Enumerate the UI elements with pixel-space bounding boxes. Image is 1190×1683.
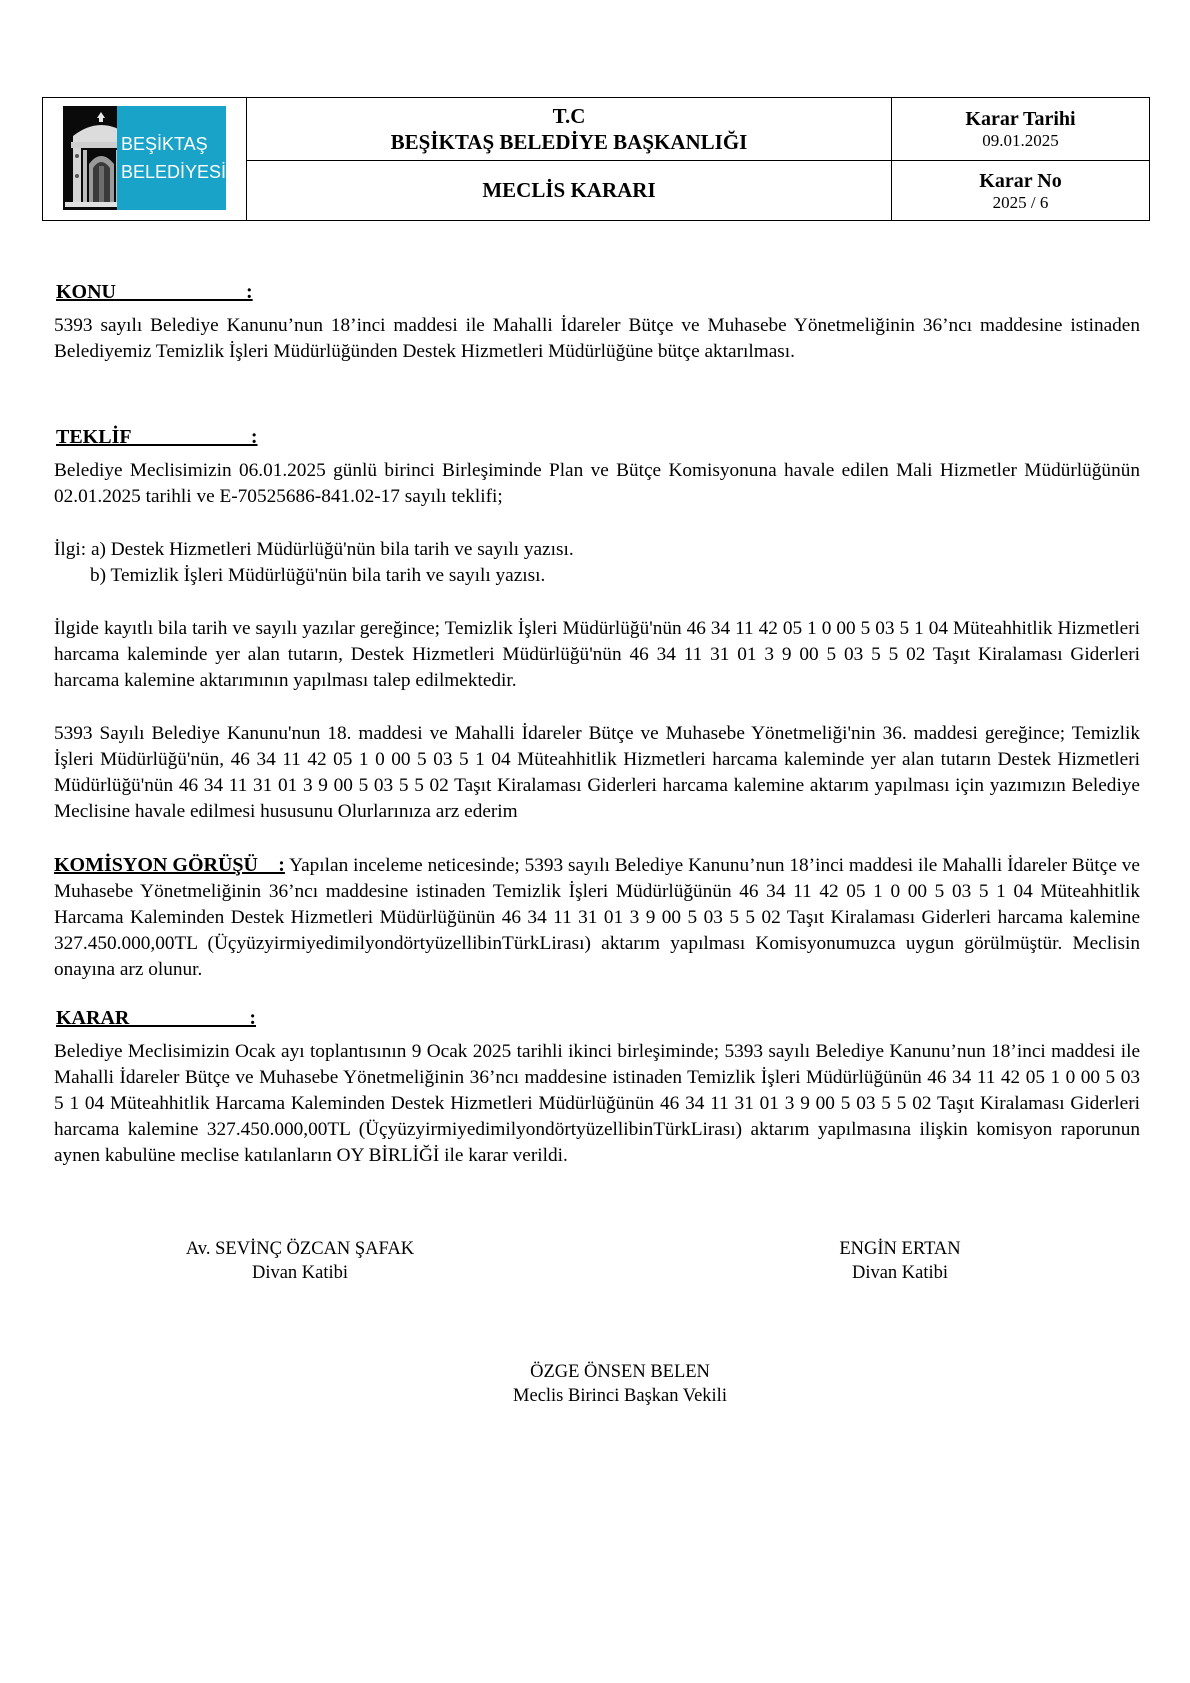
- karar-text: Belediye Meclisimizin Ocak ayı toplantısının 9 Ocak 2025 tarihli ikinci birleşiminde; 5393 sayılı Belediye Kanunu’nun 18’inci maddesi ile Mahalli İdareler Bütçe ve Muhasebe Yönetmeliğinin 36’ncı maddesine istinaden Temizlik İşleri Müdürlüğünün 46 34 11 42 05 1 0 00 5 03 5 1 04 Müteahhitlik Harcama Kaleminden Destek Hizmetleri Müdürlüğünün 46 34 11 31 01 3 9 00 5 03 5 5 02 Taşıt Kiralaması Giderleri harcama kalemine 327.450.000,00TL (ÜçyüzyirmiyedimilyondörtyüzellibinTürkLirası) aktarım yapılmasına ilişkin komisyon raporunun aynen kabulüne meclise katılanların OY BİRLİĞİ ile karar verildi.: [54, 1041, 1140, 1166]
- signature-center-name: ÖZGE ÖNSEN BELEN: [530, 1362, 710, 1382]
- teklif-heading: TEKLİF :: [56, 426, 258, 448]
- signature-left-title: Divan Katibi: [251, 1263, 349, 1283]
- teklif-paragraph-1: İlgide kayıtlı bila tarih ve sayılı yazılar gereğince; Temizlik İşleri Müdürlüğü'nün 46 34 11 42 05 1 0 00 5 03 5 1 04 Müteahhitlik Hizmetleri harcama kaleminde yer alan tutarın, Destek Hizmetleri Müdürlüğü'nün 46 34 11 31 01 3 9 00 5 03 5 5 02 Taşıt Kiralaması Giderleri harcama kalemine aktarımının yapılması talep edilmektedir.: [54, 618, 1140, 691]
- ilgi-b: b) Temizlik İşleri Müdürlüğü'nün bila tarih ve sayılı yazısı.: [90, 565, 546, 586]
- besiktas-logo: [63, 106, 226, 210]
- logo-text: [117, 106, 226, 210]
- signature-left: [150, 1237, 450, 1285]
- signature-center: [460, 1360, 780, 1408]
- signature-left-name: Av. SEVİNÇ ÖZCAN ŞAFAK: [185, 1239, 415, 1259]
- signature-center-title: Meclis Birinci Başkan Vekili: [513, 1386, 727, 1406]
- logo-line2: BELEDİYESİ: [120, 162, 226, 182]
- header-title-cell: [247, 98, 892, 220]
- signature-right-name: ENGİN ERTAN: [839, 1239, 961, 1259]
- teklif-intro: Belediye Meclisimizin 06.01.2025 günlü birinci Birleşiminde Plan ve Bütçe Komisyonuna havale edilen Mali Hizmetler Müdürlüğünün 02.01.2025 tarihli ve E-70525686-841.02-17 sayılı teklifi;: [54, 460, 1140, 507]
- ilgi-a: İlgi: a) Destek Hizmetleri Müdürlüğü'nün bila tarih ve sayılı yazısı.: [54, 539, 574, 560]
- komisyon-text: Yapılan inceleme neticesinde; 5393 sayılı Belediye Kanunu’nun 18’inci maddesi ile Mahalli İdareler Bütçe ve Muhasebe Yönetmeliğinin 36’ncı maddesine istinaden Temizlik İşleri Müdürlüğünün 46 34 11 42 05 1 0 00 5 03 5 1 04 Müteahhitlik Harcama Kaleminden Destek Hizmetleri Müdürlüğünün 46 34 11 31 01 3 9 00 5 03 5 5 02 Taşıt Kiralaması Giderleri harcama kalemine 327.450.000,00TL (ÜçyüzyirmiyedimilyondörtyüzellibinTürkLirası) aktarım yapılması Komisyonumuzca uygun görülmüştür. Meclisin onayına arz olunur.: [54, 855, 1140, 980]
- teklif-paragraph-2: 5393 Sayılı Belediye Kanunu'nun 18. maddesi ve Mahalli İdareler Bütçe ve Muhasebe Yönetmeliği'nin 36. maddesi gereğince; Temizlik İşleri Müdürlüğü'nün, 46 34 11 42 05 1 0 00 5 03 5 1 04 Müteahhitlik Hizmetleri harcama kaleminde yer alan tutarın Destek Hizmetleri Müdürlüğü'nün 46 34 11 31 01 3 9 00 5 03 5 5 02 Taşıt Kiralaması Giderleri harcama kalemine aktarım yapılması için yazımızın Belediye Meclisine havale edilmesi hususunu Olurlarınıza arz ederim: [54, 723, 1140, 822]
- decision-date-label: Karar Tarihi: [965, 108, 1076, 130]
- konu-text: 5393 sayılı Belediye Kanunu’nun 18’inci maddesi ile Mahalli İdareler Bütçe ve Muhasebe Yönetmeliğinin 36’ncı maddesine istinaden Belediyemiz Temizlik İşleri Müdürlüğünden Destek Hizmetleri Müdürlüğüne bütçe aktarılması.: [54, 315, 1140, 362]
- karar-heading: KARAR :: [56, 1007, 256, 1029]
- signature-right-title: Divan Katibi: [851, 1263, 949, 1283]
- document-type: MECLİS KARARI: [482, 178, 656, 202]
- signature-right: [760, 1237, 1040, 1285]
- logo-cell: [43, 98, 247, 220]
- document-header: [42, 97, 1150, 221]
- decision-no: 2025 / 6: [992, 192, 1049, 212]
- komisyon-section: [54, 852, 1140, 983]
- logo-line1: BEŞİKTAŞ: [120, 134, 208, 154]
- institution-name: BEŞİKTAŞ BELEDİYE BAŞKANLIĞI: [390, 130, 748, 154]
- tc-label: T.C: [552, 104, 586, 128]
- palace-gate-icon: [63, 106, 117, 210]
- decision-no-label: Karar No: [979, 169, 1062, 192]
- konu-heading: KONU :: [56, 281, 253, 303]
- komisyon-heading: KOMİSYON GÖRÜŞÜ :: [54, 854, 285, 876]
- decision-date: 09.01.2025: [982, 131, 1059, 150]
- decision-info-cell: [892, 98, 1149, 220]
